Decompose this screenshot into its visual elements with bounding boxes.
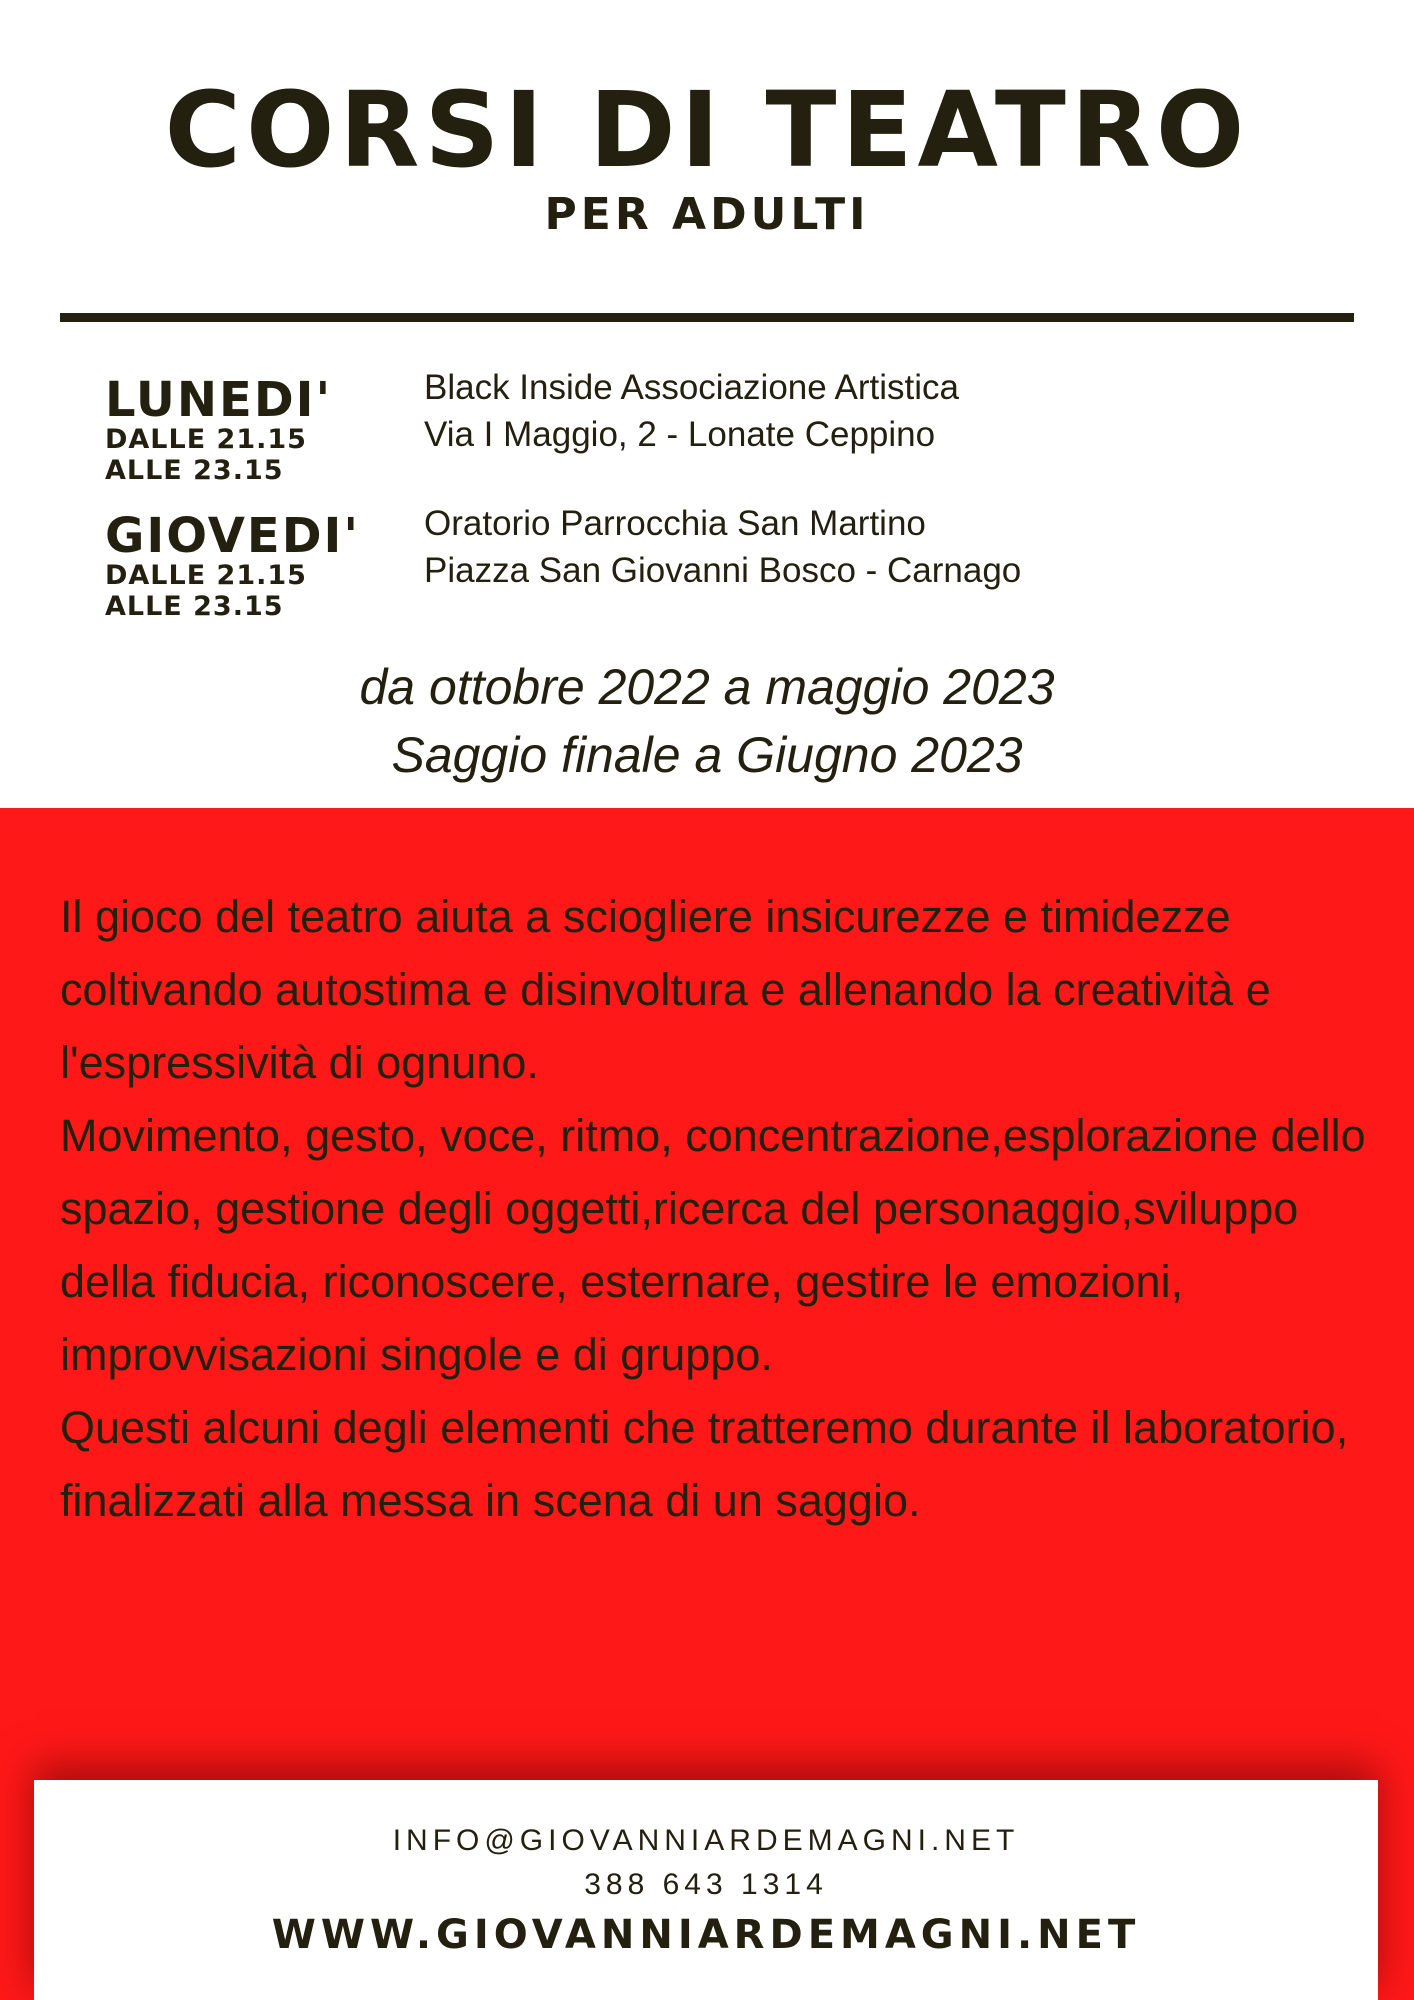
start-time: DALLE 21.15 [105,560,307,591]
venue-name: Black Inside Associazione Artistica [424,368,959,407]
schedule-day-monday [105,372,333,486]
venue-monday [424,364,959,458]
venue-address: Piazza San Giovanni Bosco - Carnago [424,551,1022,590]
venue-name: Oratorio Parrocchia San Martino [424,504,926,543]
start-time: DALLE 21.15 [105,424,307,455]
schedule-day-thursday [105,508,361,622]
contact-email[interactable]: INFO@GIOVANNIARDEMAGNI.NET [392,1824,1020,1857]
day-name: GIOVEDI' [105,508,361,564]
end-time: ALLE 23.15 [105,591,284,622]
venue-thursday [424,500,1021,594]
venue-address: Via I Maggio, 2 - Lonate Ceppino [424,415,936,454]
contact-phone[interactable]: 388 643 1314 [584,1868,828,1901]
description-text [60,880,1380,1537]
contact-website[interactable]: WWW.GIOVANNIARDEMAGNI.NET [271,1912,1141,1958]
end-time: ALLE 23.15 [105,455,284,486]
page-subtitle: PER ADULTI [544,189,870,240]
divider [60,313,1354,322]
course-period: da ottobre 2022 a maggio 2023 [359,659,1055,715]
description-paragraph: Il gioco del teatro aiuta a sciogliere insicurezze e timidezze coltivando autostima e disinvoltura e allenando la creatività e l'espressività di ognuno. [60,891,1271,1088]
description-paragraph: Movimento, gesto, voce, ritmo, concentrazione,esplorazione dello spazio, gestione degli oggetti,ricerca del personaggio,sviluppo della fiducia, riconoscere, esternare, gestire le emozioni, improvvisazioni singole e di gruppo. [60,1110,1366,1380]
page-title: CORSI DI TEATRO [164,69,1250,191]
description-paragraph: Questi alcuni degli elementi che tratteremo durante il laboratorio, finalizzati alla messa in scena di un saggio. [60,1402,1349,1526]
contact-card [34,1780,1378,2000]
day-name: LUNEDI' [105,372,333,428]
final-show-date: Saggio finale a Giugno 2023 [391,727,1023,783]
